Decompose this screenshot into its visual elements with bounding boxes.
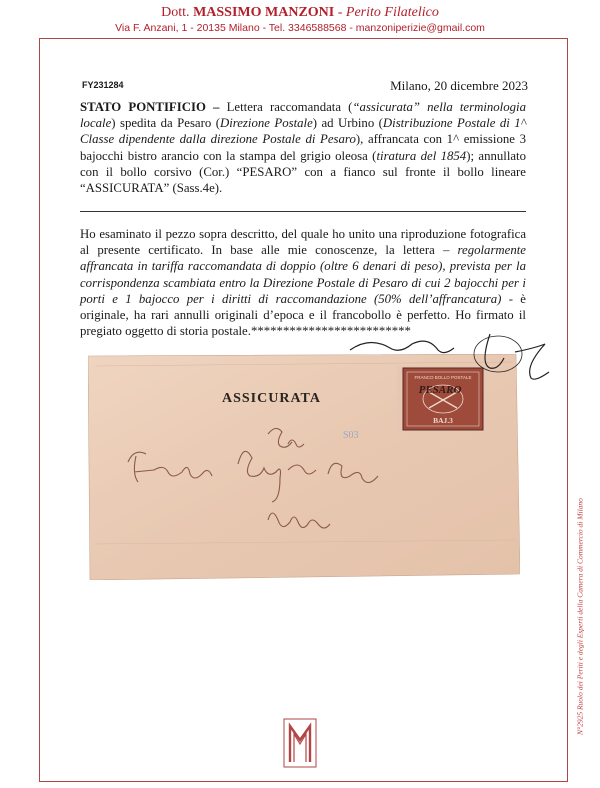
mm-logo-icon: [283, 718, 317, 768]
description-text: ) spedita da Pesaro (: [111, 116, 220, 131]
stamp-value: BAJ.3: [433, 416, 453, 425]
description-text: Lettera raccomandata (: [219, 100, 353, 114]
description-italic: Direzione Postale: [219, 116, 313, 131]
stamp-cancel: PESARO: [418, 384, 462, 396]
expert-signature: [340, 332, 570, 392]
description-italic: “assicurata” nella terminologia locale: [80, 100, 526, 131]
expert-address: Via F. Anzani, 1 - 20135 Milano - Tel. 3346588568 - manzoniperizie@gmail.com: [115, 22, 485, 34]
description-italic: tiratura del 1854: [376, 148, 467, 163]
certificate-id: FY231284: [82, 80, 124, 90]
certificate-date: Milano, 20 dicembre 2023: [390, 78, 528, 93]
registration-note: N°2925 Ruolo dei Periti e degli Esperti della Camera di Commercio di Milano: [575, 498, 585, 735]
opinion-stars: *************************: [250, 324, 411, 339]
description-text: ), affrancata con 1^ emissione 3 bajocchi bistro arancio con la stampa del grigio oleosa (: [80, 132, 526, 163]
name-prefix: Dott.: [161, 5, 194, 20]
opinion-italic: regolarmente affrancata in tariffa raccomandata di doppio (oltre 6 denari di peso), prevista per la corrispondenza scambiata entro la Direzione Postale di Pesaro di cui 2 bajocchi per i porti e 1 bajocco per i diritti di raccomandazione (50% dell’affrancatura): [80, 243, 526, 306]
description-text: ) ad Urbino (: [312, 116, 383, 131]
pencil-note: S03: [343, 430, 359, 441]
opinion-paragraph: [80, 226, 526, 339]
description-paragraph: [80, 99, 526, 196]
description-text: ); annullato con il bollo corsivo (Cor.) “PESARO” con a fianco sul fronte il bollo lineare “ASSICURATA” (Sass.4e).: [80, 148, 527, 196]
expert-title-line: [0, 4, 600, 21]
assicurata-postmark: ASSICURATA: [222, 391, 321, 406]
opinion-text: - è originale, ha rari annulli originali d’epoca e il francobollo è perfetto. Ho firmato il pregiato oggetto di storia postale.: [80, 291, 526, 339]
stamp-top-text: FRANCO BOLLO POSTALE: [414, 375, 472, 380]
description-lead: STATO PONTIFICIO –: [80, 100, 220, 114]
certificate-header: [0, 4, 600, 35]
description-italic: Distribuzione Postale di 1^ Classe dipendente dalla direzione Postale di Pesaro: [80, 116, 526, 147]
section-divider: [80, 211, 526, 212]
opinion-text: Ho esaminato il pezzo sopra descritto, del quale ho unito una riproduzione fotografica al presente certificato. In base alle mie conoscenze, la lettera –: [80, 227, 526, 258]
expert-role: - Perito Filatelico: [334, 5, 439, 20]
expert-name: MASSIMO MANZONI: [193, 5, 335, 20]
registration-column: [572, 470, 588, 770]
